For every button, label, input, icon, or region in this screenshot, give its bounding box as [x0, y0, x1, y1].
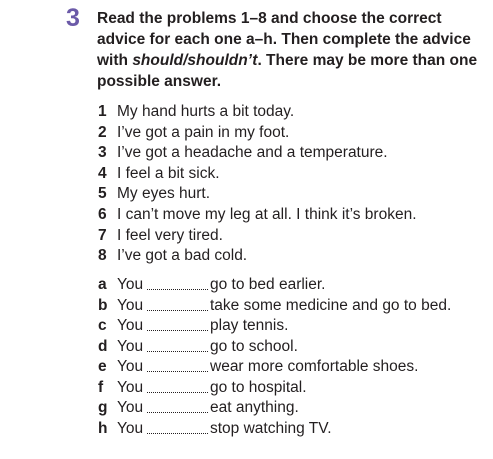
problem-item [98, 123, 417, 144]
advice-text: play tennis. [210, 317, 289, 334]
problem-item [98, 143, 417, 164]
advice-letter: c [98, 317, 107, 334]
advice-item [98, 337, 451, 358]
advice-letter: h [98, 419, 108, 437]
problem-text: I can’t move my leg at all. I think it’s broken. [117, 205, 417, 223]
problem-item [98, 164, 417, 185]
answer-blank[interactable] [147, 419, 208, 434]
problem-text: I’ve got a headache and a temperature. [117, 144, 388, 162]
answer-blank[interactable] [147, 378, 208, 393]
problem-list [98, 102, 417, 267]
advice-subject: You [117, 419, 144, 437]
advice-text: go to hospital. [210, 378, 307, 396]
instructions-text-2: . There may be more than one possible answer. [97, 52, 478, 90]
advice-text: wear more comfortable shoes. [210, 358, 419, 375]
advice-subject: You [117, 399, 144, 416]
problem-number: 5 [98, 185, 107, 203]
problem-item [98, 226, 417, 247]
advice-text: go to school. [210, 337, 298, 355]
advice-item [98, 357, 451, 378]
answer-blank[interactable] [147, 316, 208, 331]
advice-subject: You [117, 337, 144, 355]
advice-item [98, 419, 451, 440]
problem-text: I feel a bit sick. [117, 164, 220, 182]
advice-subject: You [117, 358, 144, 375]
problem-text: I’ve got a pain in my foot. [117, 123, 290, 141]
advice-text: stop watching TV. [210, 419, 332, 437]
advice-letter: d [98, 337, 108, 355]
advice-text: go to bed earlier. [210, 276, 326, 293]
problem-number: 7 [98, 226, 107, 244]
answer-blank[interactable] [147, 337, 208, 352]
advice-subject: You [117, 296, 144, 314]
advice-item [98, 378, 451, 399]
advice-letter: f [98, 378, 104, 396]
advice-subject: You [117, 317, 144, 334]
instructions-text-1: Read the problems 1–8 and choose the correct advice for each one a–h. Then complete the advice with [97, 10, 471, 69]
problem-number: 3 [98, 144, 107, 162]
answer-blank[interactable] [147, 357, 208, 372]
advice-text: take some medicine and go to bed. [210, 296, 452, 314]
problem-number: 1 [98, 103, 107, 120]
problem-text: My hand hurts a bit today. [117, 103, 295, 120]
advice-item [98, 275, 451, 296]
problem-number: 2 [98, 123, 107, 141]
answer-blank[interactable] [147, 296, 208, 311]
advice-item [98, 296, 451, 317]
problem-item [98, 102, 417, 123]
problem-text: My eyes hurt. [117, 185, 211, 203]
problem-text: I’ve got a bad cold. [117, 247, 248, 265]
advice-subject: You [117, 276, 144, 293]
instructions-italic: should/shouldn’t [132, 52, 258, 69]
advice-list [98, 275, 451, 439]
instructions [97, 8, 482, 92]
advice-letter: a [98, 276, 107, 293]
advice-letter: g [98, 399, 108, 416]
advice-item [98, 398, 451, 419]
exercise-number: 3 [66, 4, 80, 32]
advice-text: eat anything. [210, 399, 299, 416]
advice-subject: You [117, 378, 144, 396]
answer-blank[interactable] [147, 398, 208, 413]
advice-letter: e [98, 358, 107, 375]
advice-letter: b [98, 296, 108, 314]
problem-item [98, 246, 417, 267]
advice-item [98, 316, 451, 337]
answer-blank[interactable] [147, 275, 208, 290]
problem-number: 4 [98, 164, 107, 182]
problem-item [98, 184, 417, 205]
problem-text: I feel very tired. [117, 226, 223, 244]
problem-number: 8 [98, 247, 107, 265]
problem-item [98, 205, 417, 226]
problem-number: 6 [98, 205, 107, 223]
